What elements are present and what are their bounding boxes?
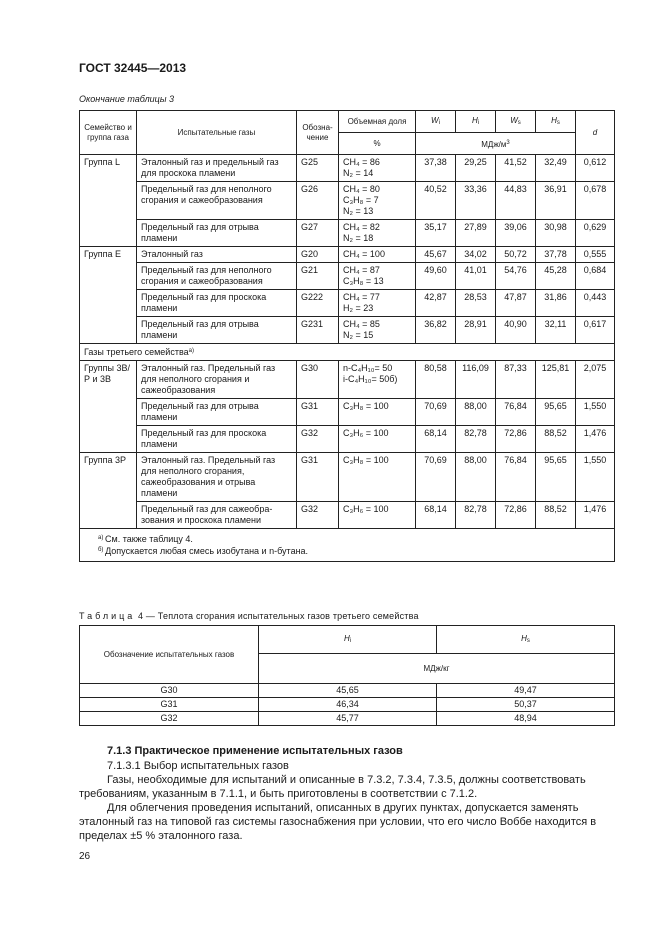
notes-row xyxy=(80,529,615,562)
t4-col-hs: Hs xyxy=(437,626,615,654)
value-hs: 31,86 xyxy=(536,290,576,317)
t4-col-designation: Обозначение испытательных газов xyxy=(80,626,259,684)
value-ws: 47,87 xyxy=(496,290,536,317)
value-hi: 33,36 xyxy=(456,182,496,220)
gas-code: G21 xyxy=(297,263,339,290)
table-row xyxy=(80,502,615,529)
composition-line: N₂ = 18 xyxy=(343,233,374,243)
gas-description: Предельный газ для проскока пламени xyxy=(137,426,297,453)
gas-code: G32 xyxy=(297,426,339,453)
gas-composition xyxy=(339,502,416,529)
gas-composition xyxy=(339,247,416,263)
gas-code: G222 xyxy=(297,290,339,317)
table-notes xyxy=(80,529,615,562)
composition-line: N₂ = 13 xyxy=(343,206,374,216)
gas-description: Эталонный газ. Предельный газ для неполного сгорания и сажеобразования xyxy=(137,361,297,399)
col-gases: Испытательные газы xyxy=(137,111,297,155)
value-ws: 72,86 xyxy=(496,426,536,453)
value-wi: 42,87 xyxy=(416,290,456,317)
gas-code: G30 xyxy=(297,361,339,399)
table-row xyxy=(80,220,615,247)
value-d: 1,550 xyxy=(576,453,615,502)
table3-continuation: Окончание таблицы 3 xyxy=(79,94,174,104)
table-row xyxy=(80,155,615,182)
gas-code: G20 xyxy=(297,247,339,263)
composition-line: C₃H₆ = 100 xyxy=(343,428,389,438)
gas-description: Эталонный газ. Предельный газ для неполного сгорания, сажеобразования и отрыва пламени xyxy=(137,453,297,502)
value-wi: 35,17 xyxy=(416,220,456,247)
value-d: 0,678 xyxy=(576,182,615,220)
col-ws: Ws xyxy=(496,111,536,133)
gas-composition xyxy=(339,317,416,344)
value-d: 0,612 xyxy=(576,155,615,182)
section-row xyxy=(80,344,615,361)
value-d: 0,617 xyxy=(576,317,615,344)
col-wi: Wi xyxy=(416,111,456,133)
table-row xyxy=(80,263,615,290)
composition-line: N₂ = 15 xyxy=(343,330,374,340)
value-wi: 49,60 xyxy=(416,263,456,290)
table-4 xyxy=(79,625,615,726)
table-row xyxy=(80,317,615,344)
value-ws: 50,72 xyxy=(496,247,536,263)
composition-line: CH₄ = 85 xyxy=(343,319,380,329)
value-d: 1,476 xyxy=(576,502,615,529)
col-hs: Hs xyxy=(536,111,576,133)
table-row xyxy=(80,698,615,712)
value-ws: 40,90 xyxy=(496,317,536,344)
value-ws: 41,52 xyxy=(496,155,536,182)
group-name: Группы 3В/Р и 3В xyxy=(80,361,137,453)
footnote-text: Допускается любая смесь изобутана и n-бутана. xyxy=(105,546,309,556)
gas-description: Предельный газ для отрыва пламени xyxy=(137,317,297,344)
table-row xyxy=(80,453,615,502)
gas-code: G31 xyxy=(297,453,339,502)
footnote xyxy=(98,533,610,545)
table4-caption: Таблица 4 — Теплота сгорания испытательных газов третьего семейства xyxy=(79,611,419,621)
value-hi: 34,02 xyxy=(456,247,496,263)
table-row xyxy=(80,712,615,726)
document-title: ГОСТ 32445—2013 xyxy=(79,61,187,75)
col-d: d xyxy=(576,111,615,155)
composition-line: CH₄ = 82 xyxy=(343,222,380,232)
gas-composition xyxy=(339,263,416,290)
gas-composition xyxy=(339,182,416,220)
t4-value-hs: 48,94 xyxy=(437,712,615,726)
value-ws: 54,76 xyxy=(496,263,536,290)
t4-gas-code: G30 xyxy=(80,684,259,698)
value-d: 2,075 xyxy=(576,361,615,399)
t4-value-hs: 49,47 xyxy=(437,684,615,698)
section-heading: 7.1.3 Практическое применение испытательных газов xyxy=(107,745,403,757)
gas-code: G231 xyxy=(297,317,339,344)
value-hs: 88,52 xyxy=(536,502,576,529)
group-name: Группа E xyxy=(80,247,137,344)
footnote-mark: а) xyxy=(98,535,106,541)
composition-line: n-C₄H₁₀= 50 xyxy=(343,363,393,373)
composition-line: C₃H₆ = 100 xyxy=(343,504,389,514)
t4-value-hi: 45,77 xyxy=(259,712,437,726)
value-d: 0,443 xyxy=(576,290,615,317)
value-ws: 44,83 xyxy=(496,182,536,220)
table-3 xyxy=(79,110,615,562)
gas-description: Предельный газ для проскока пламени xyxy=(137,290,297,317)
value-hi: 28,53 xyxy=(456,290,496,317)
gas-description: Предельный газ для неполного сгорания и сажеобразования xyxy=(137,182,297,220)
gas-code: G27 xyxy=(297,220,339,247)
col-designation: Обозна-чение xyxy=(297,111,339,155)
table-row xyxy=(80,361,615,399)
composition-line: N₂ = 14 xyxy=(343,168,374,178)
value-d: 1,476 xyxy=(576,426,615,453)
value-d: 0,555 xyxy=(576,247,615,263)
t4-gas-code: G32 xyxy=(80,712,259,726)
gas-description: Предельный газ для отрыва пламени xyxy=(137,220,297,247)
subsection-heading: 7.1.3.1 Выбор испытательных газов xyxy=(107,760,289,772)
page-number: 26 xyxy=(79,851,91,862)
value-ws: 76,84 xyxy=(496,453,536,502)
table-row xyxy=(80,290,615,317)
table-row xyxy=(80,247,615,263)
composition-line: H₂ = 23 xyxy=(343,303,374,313)
third-family-text: Газы третьего семейства xyxy=(84,347,189,357)
t4-col-hi: Hi xyxy=(259,626,437,654)
value-hs: 45,28 xyxy=(536,263,576,290)
gas-description: Эталонный газ xyxy=(137,247,297,263)
paragraph-1: Газы, необходимые для испытаний и описанные в 7.3.2, 7.3.4, 7.3.5, должны соответствовать требованиям, указанным в 7.1.1, и быть приготовлены в соответствии с 7.1.2. xyxy=(79,774,586,800)
composition-line: i-C₄H₁₀= 50б) xyxy=(343,374,398,384)
value-hs: 32,11 xyxy=(536,317,576,344)
value-ws: 87,33 xyxy=(496,361,536,399)
paragraph-2: Для облегчения проведения испытаний, описанных в других пунктах, допускается заменять эталонный газ на типовой газ системы газоснабжения при условии, что его число Воббе находится в пределах ±5 % эталонного газа. xyxy=(79,802,597,842)
t4-value-hi: 46,34 xyxy=(259,698,437,712)
value-hs: 37,78 xyxy=(536,247,576,263)
gas-code: G31 xyxy=(297,399,339,426)
gas-description: Предельный газ для сажеобра-зования и проскока пламени xyxy=(137,502,297,529)
value-hi: 88,00 xyxy=(456,399,496,426)
value-hi: 82,78 xyxy=(456,426,496,453)
col-percent: % xyxy=(339,133,416,155)
value-wi: 37,38 xyxy=(416,155,456,182)
value-hi: 41,01 xyxy=(456,263,496,290)
gas-code: G26 xyxy=(297,182,339,220)
footnote-mark: б) xyxy=(98,547,106,553)
col-unit: МДж/$м^3$ xyxy=(416,133,576,155)
value-wi: 45,67 xyxy=(416,247,456,263)
value-hi: 82,78 xyxy=(456,502,496,529)
value-d: 0,684 xyxy=(576,263,615,290)
gas-composition xyxy=(339,453,416,502)
value-wi: 80,58 xyxy=(416,361,456,399)
value-hs: 95,65 xyxy=(536,399,576,426)
value-wi: 36,82 xyxy=(416,317,456,344)
gas-description: Предельный газ для неполного сгорания и сажеобразования xyxy=(137,263,297,290)
footnote-mark: а) xyxy=(188,348,194,354)
group-name: Группа 3Р xyxy=(80,453,137,529)
value-d: 0,629 xyxy=(576,220,615,247)
group-name: Группа L xyxy=(80,155,137,247)
composition-line: CH₄ = 86 xyxy=(343,157,380,167)
composition-line: CH₄ = 100 xyxy=(343,249,385,259)
value-hs: 125,81 xyxy=(536,361,576,399)
t4-gas-code: G31 xyxy=(80,698,259,712)
value-wi: 40,52 xyxy=(416,182,456,220)
value-hi: 28,91 xyxy=(456,317,496,344)
gas-composition xyxy=(339,290,416,317)
composition-line: C₃H₈ = 100 xyxy=(343,401,389,411)
col-volume-fraction: Объемная доля xyxy=(339,111,416,133)
gas-composition xyxy=(339,426,416,453)
value-hi: 29,25 xyxy=(456,155,496,182)
gas-code: G25 xyxy=(297,155,339,182)
composition-line: CH₄ = 77 xyxy=(343,292,380,302)
footnote xyxy=(98,545,610,557)
gas-composition xyxy=(339,220,416,247)
value-wi: 70,69 xyxy=(416,399,456,426)
value-hs: 30,98 xyxy=(536,220,576,247)
value-hi: 88,00 xyxy=(456,453,496,502)
third-family-label xyxy=(80,344,615,361)
composition-line: C₃H₈ = 13 xyxy=(343,276,384,286)
gas-composition xyxy=(339,155,416,182)
gas-code: G32 xyxy=(297,502,339,529)
table-row xyxy=(80,684,615,698)
gas-composition xyxy=(339,399,416,426)
value-hs: 32,49 xyxy=(536,155,576,182)
footnote-text: См. также таблицу 4. xyxy=(105,534,193,544)
gas-description: Предельный газ для отрыва пламени xyxy=(137,399,297,426)
col-family: Семейство и группа газа xyxy=(80,111,137,155)
value-ws: 39,06 xyxy=(496,220,536,247)
value-ws: 76,84 xyxy=(496,399,536,426)
value-ws: 72,86 xyxy=(496,502,536,529)
gas-composition xyxy=(339,361,416,399)
value-hs: 95,65 xyxy=(536,453,576,502)
t4-value-hs: 50,37 xyxy=(437,698,615,712)
composition-line: CH₄ = 80 xyxy=(343,184,380,194)
gas-description: Эталонный газ и предельный газ для проскока пламени xyxy=(137,155,297,182)
value-wi: 68,14 xyxy=(416,426,456,453)
value-hi: 27,89 xyxy=(456,220,496,247)
table-row xyxy=(80,399,615,426)
col-hi: Hi xyxy=(456,111,496,133)
value-wi: 68,14 xyxy=(416,502,456,529)
value-hi: 116,09 xyxy=(456,361,496,399)
t4-col-unit: МДж/кг xyxy=(259,654,615,684)
value-hs: 36,91 xyxy=(536,182,576,220)
composition-line: C₃H₈ = 7 xyxy=(343,195,379,205)
table-row xyxy=(80,182,615,220)
composition-line: CH₄ = 87 xyxy=(343,265,380,275)
composition-line: C₃H₈ = 100 xyxy=(343,455,389,465)
value-wi: 70,69 xyxy=(416,453,456,502)
value-d: 1,550 xyxy=(576,399,615,426)
table-row xyxy=(80,426,615,453)
value-hs: 88,52 xyxy=(536,426,576,453)
t4-value-hi: 45,65 xyxy=(259,684,437,698)
